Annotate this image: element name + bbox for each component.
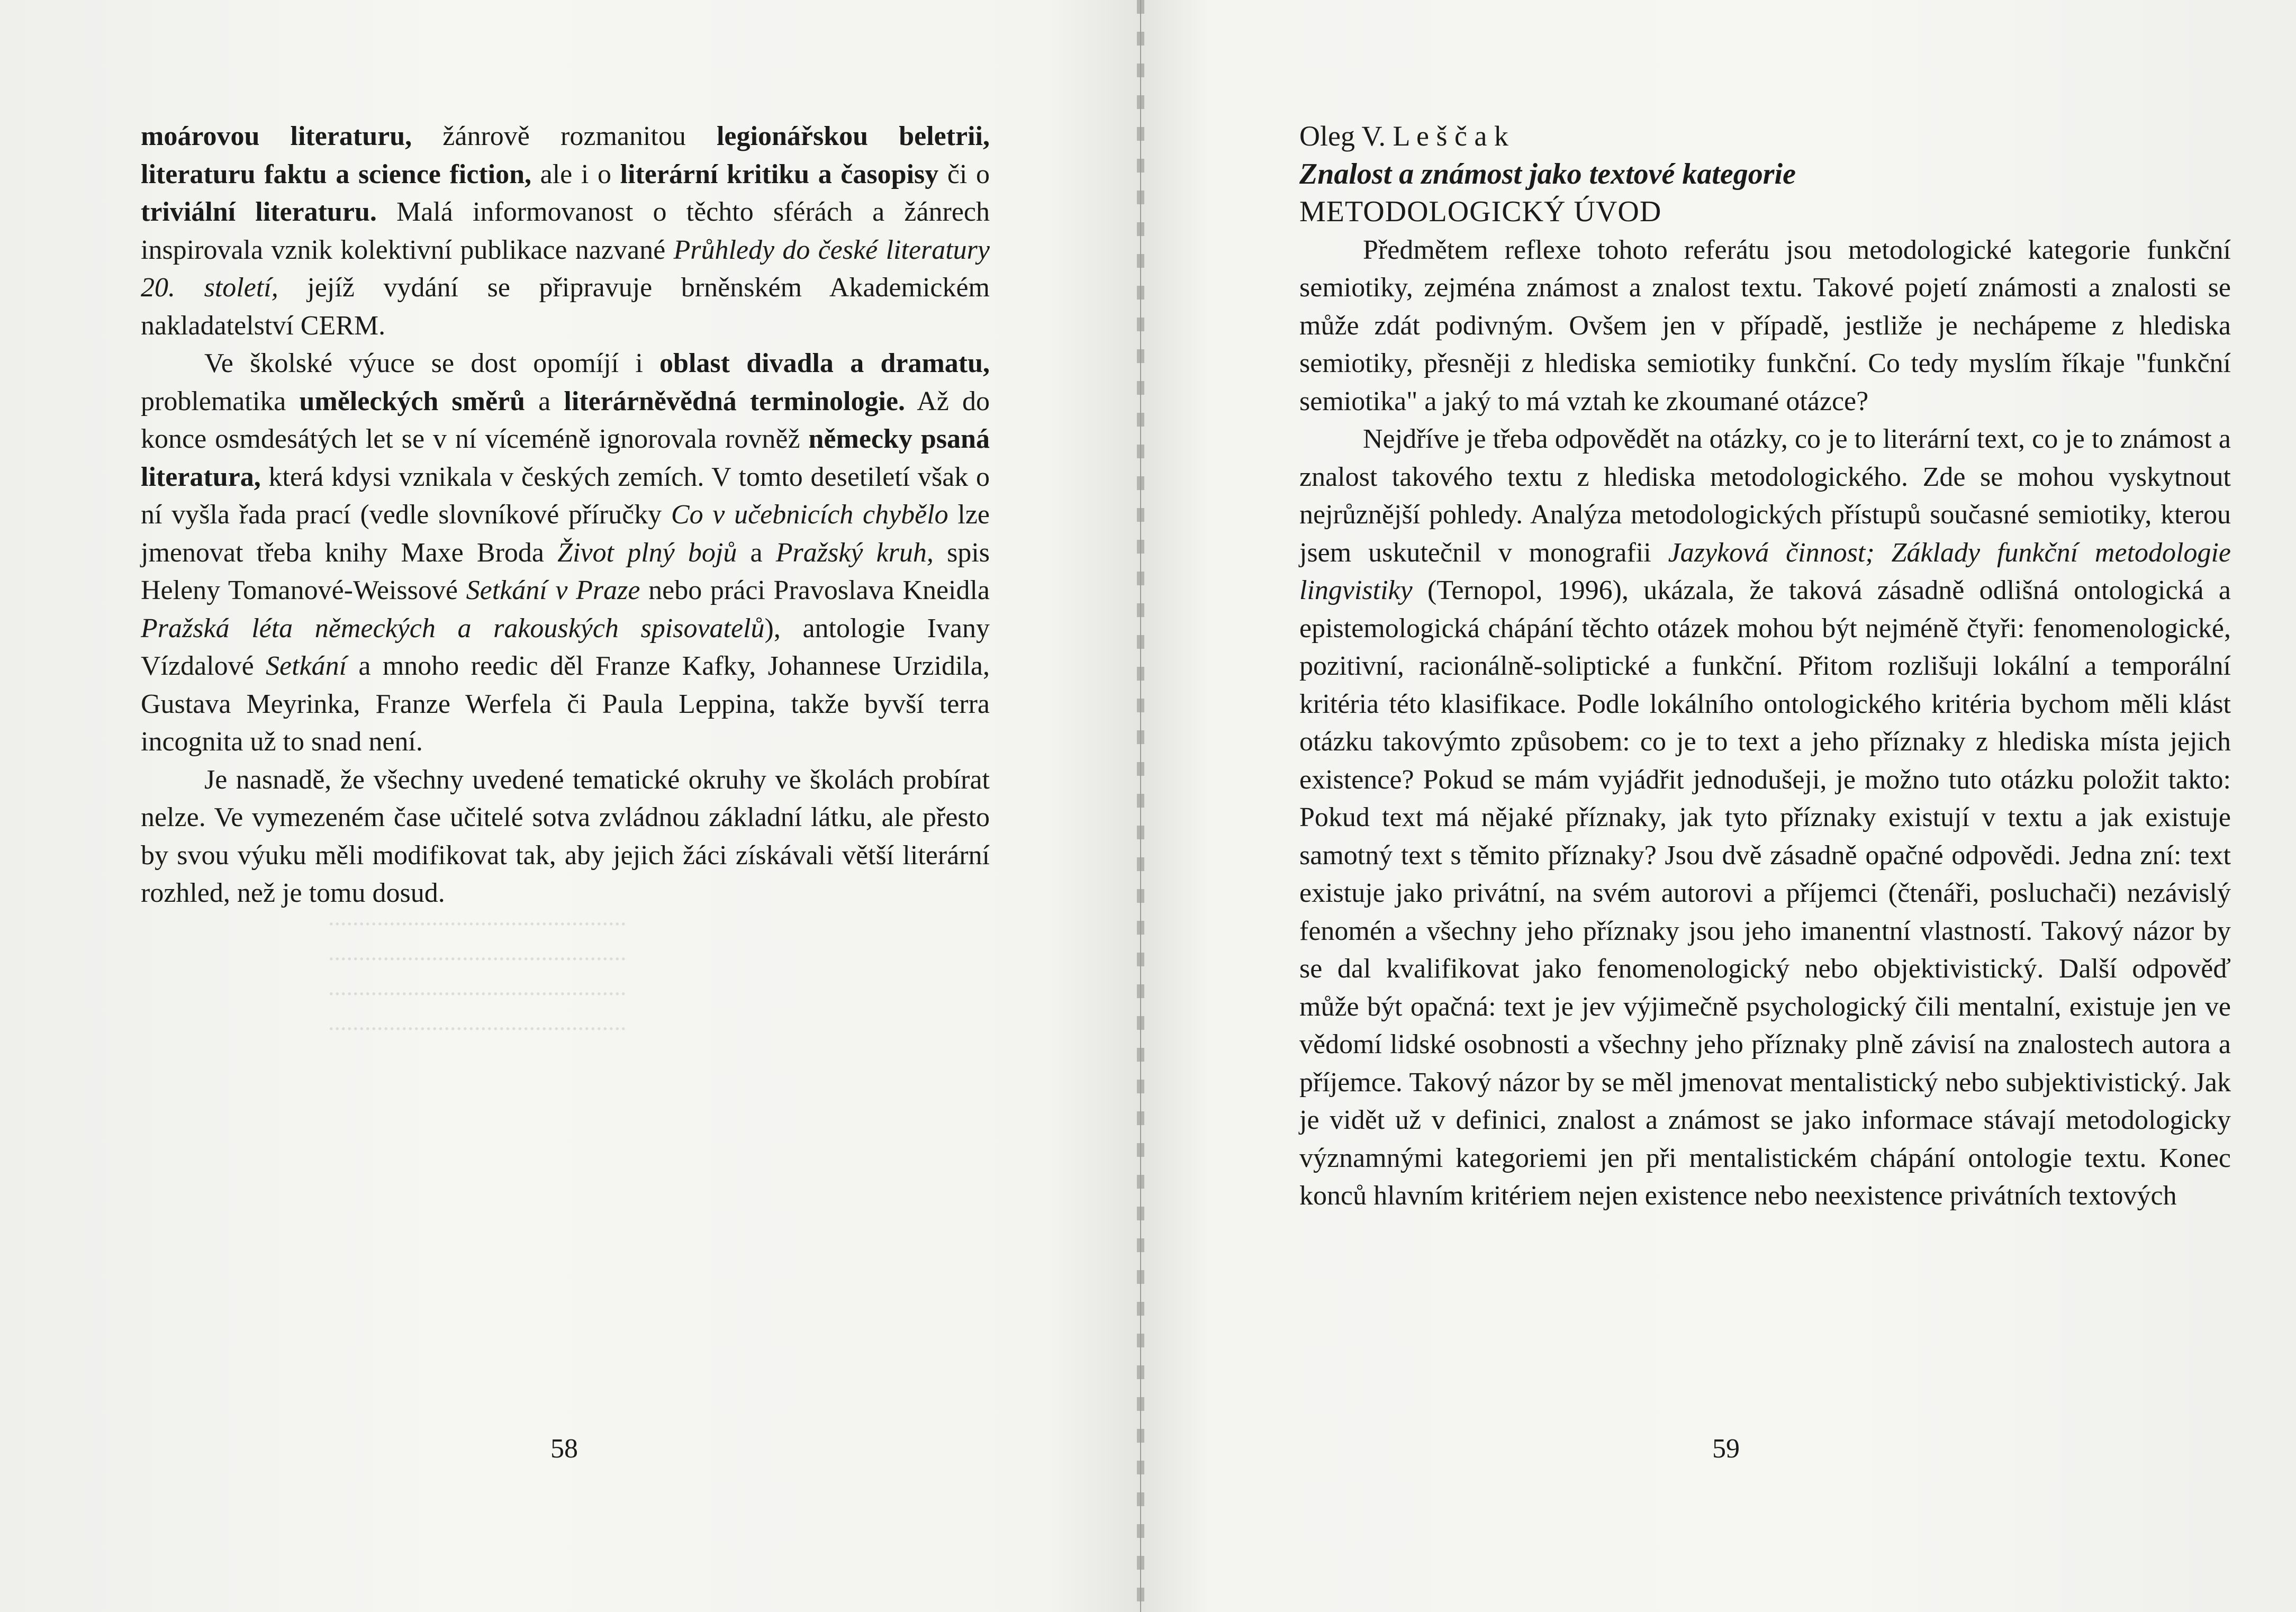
section-heading: METODOLOGICKÝ ÚVOD: [1299, 195, 1662, 228]
article-title: Znalost a známost jako textové kategorie: [1299, 157, 1796, 191]
text-run: a mnoho reedic děl Franze Kafky, Johannese Urzidila, Gustava Meyrinka, Franze Werfela či Paula Leppina, takže byvší terra incognita už to snad není.: [141, 651, 990, 757]
article-author: Oleg V. L e š č a k: [1299, 120, 1508, 152]
bold-run: německy psaná literatura,: [141, 424, 990, 492]
text-run: a: [737, 537, 776, 568]
bold-run: triviální literaturu.: [141, 197, 377, 227]
paragraph: [141, 117, 990, 345]
italic-run: Jazyková činnost; Základy funkční metodologie lingvistiky: [1299, 537, 2231, 605]
page-number: 59: [1712, 1434, 1740, 1464]
paragraph: [1299, 231, 2231, 421]
text-run: Malá informovanost o těchto sférách a žánrech inspirovala vznik kolektivní publikace nazvané: [141, 197, 990, 265]
left-page-body: [141, 117, 990, 912]
paragraph: [1299, 420, 2231, 1215]
text-run: Ve školské výuce se dost opomíjí i: [204, 348, 660, 378]
paragraph: [141, 345, 990, 761]
text-run: Předmětem reflexe tohoto referátu jsou metodologické kategorie funkční semiotiky, zejména známost a znalost textu. Takové pojetí známosti a znalosti se může zdát podivným. Ovšem jen v případě, jestliže je nechápeme z hlediska semiotiky, přesněji z hlediska semiotiky funkční. Co tedy myslím říkaje "funkční semiotika" a jaký to má vztah ke zkoumané otázce?: [1299, 234, 2231, 416]
bold-run: moárovou literaturu,: [141, 121, 412, 151]
right-page-body: [1299, 117, 2231, 1215]
text-run: spis Heleny Tomanové-Weissové: [141, 537, 990, 605]
bold-run: uměleckých směrů: [299, 386, 526, 416]
spine-fold: [1140, 0, 1141, 1612]
text-run: lze jmenovat třeba knihy Maxe Broda: [141, 500, 990, 568]
text-run: jejíž vydání se připravuje brněnském Akademickém nakladatelství CERM.: [141, 273, 990, 341]
text-run: Nejdříve je třeba odpovědět na otázky, co je to literární text, co je to známost a znalost takového textu z hlediska metodologického. Zde se mohou vyskytnout nejrůznější pohledy. Analýza metodologických přístupů současné semiotiky, kterou jsem uskutečnil v monografii: [1299, 424, 2231, 568]
text-run: nebo práci Pravoslava Kneidla: [640, 575, 990, 605]
text-run: ale i o: [531, 159, 620, 189]
text-run: Až do konce osmdesátých let se v ní víceméně ignorovala rovněž: [141, 386, 990, 454]
italic-run: Pražský kruh,: [775, 537, 934, 568]
italic-run: Pražská léta německých a rakouských spisovatelů: [141, 613, 765, 644]
page-number: 58: [550, 1434, 578, 1464]
italic-run: Průhledy do české literatury 20. století,: [141, 234, 990, 303]
italic-run: Setkání: [266, 651, 347, 681]
text-run: a: [525, 386, 564, 416]
text-run: problematika: [141, 386, 300, 416]
bold-run: legionářskou beletrii, literaturu faktu a science fiction,: [141, 121, 990, 189]
text-run: (Ternopol, 1996), ukázala, že taková zásadně odlišná ontologická a epistemologická chápání těchto otázek mohou být nejméně čtyři: fenomenologické, pozitivní, racionálně-soliptické a funkční. Přitom rozlišuji lokální a temporální kritéria této klasifikace. Podle lokálního ontologického kritéria bychom měli klást otázku takovýmto způsobem: co je to text a jeho příznaky z hlediska místa jejich existence? Pokud se mám vyjádřit jednodušeji, je možno tuto otázku položit takto: Pokud text má nějaké příznaky, jak tyto příznaky existují v textu a jak existuje samotný text s těmito příznaky? Jsou dvě zásadně opačné odpovědi. Jedna zní: text existuje jako privátní, na svém autorovi a příjemci (čtenáři, posluchači) nezávislý fenomén a všechny jeho příznaky jsou jeho imanentní vlastností. Takový názor by se dal kvalifikovat jako fenomenologický nebo objektivistický. Další odpověď může být opačná: text je jev výjimečně psychologický čili mentalní, existuje jen ve vědomí lidské osobnosti a všechny jeho příznaky plně závisí na znalostech autora a příjemce. Takový názor by se měl jmenovat mentalistický nebo subjektivistický. Jak je vidět už v definici, znalost a známost se jako informace stávají metodologicky významnými kategoriemi jen při mentalistickém chápání ontologie textu. Konec konců hlavním kritériem nejen existence nebo neexistence privátních textových: [1299, 575, 2231, 1211]
show-through-text: ................................................. ................................................. ................................................. .................................................: [328, 903, 627, 1035]
text-run: žánrově rozmanitou: [412, 121, 717, 151]
bold-run: oblast divadla a dramatu,: [659, 348, 990, 378]
italic-run: Co v učebnicích chybělo: [671, 500, 948, 530]
text-run: Je nasnadě, že všechny uvedené tematické okruhy ve školách probírat nelze. Ve vymezeném čase učitelé sotva zvládnou základní látku, ale přesto by svou výuku měli modifikovat tak, aby jejich žáci získávali větší literární rozhled, než je tomu dosud.: [141, 764, 990, 908]
left-page: [0, 0, 1141, 1612]
paragraph: [141, 761, 990, 912]
bold-run: literární kritiku a časopisy: [620, 159, 939, 189]
right-page: [1141, 0, 2296, 1612]
italic-run: Život plný bojů: [557, 537, 737, 568]
text-run: která kdysi vznikala v českých zemích. V tomto desetiletí však o ní vyšla řada prací (vedle slovníkové příručky: [141, 461, 990, 530]
bold-run: literárněvědná terminologie.: [564, 386, 905, 416]
text-run: ), antologie Ivany Vízdalové: [141, 613, 990, 681]
text-run: či o: [938, 159, 990, 189]
italic-run: Setkání v Praze: [466, 575, 640, 605]
